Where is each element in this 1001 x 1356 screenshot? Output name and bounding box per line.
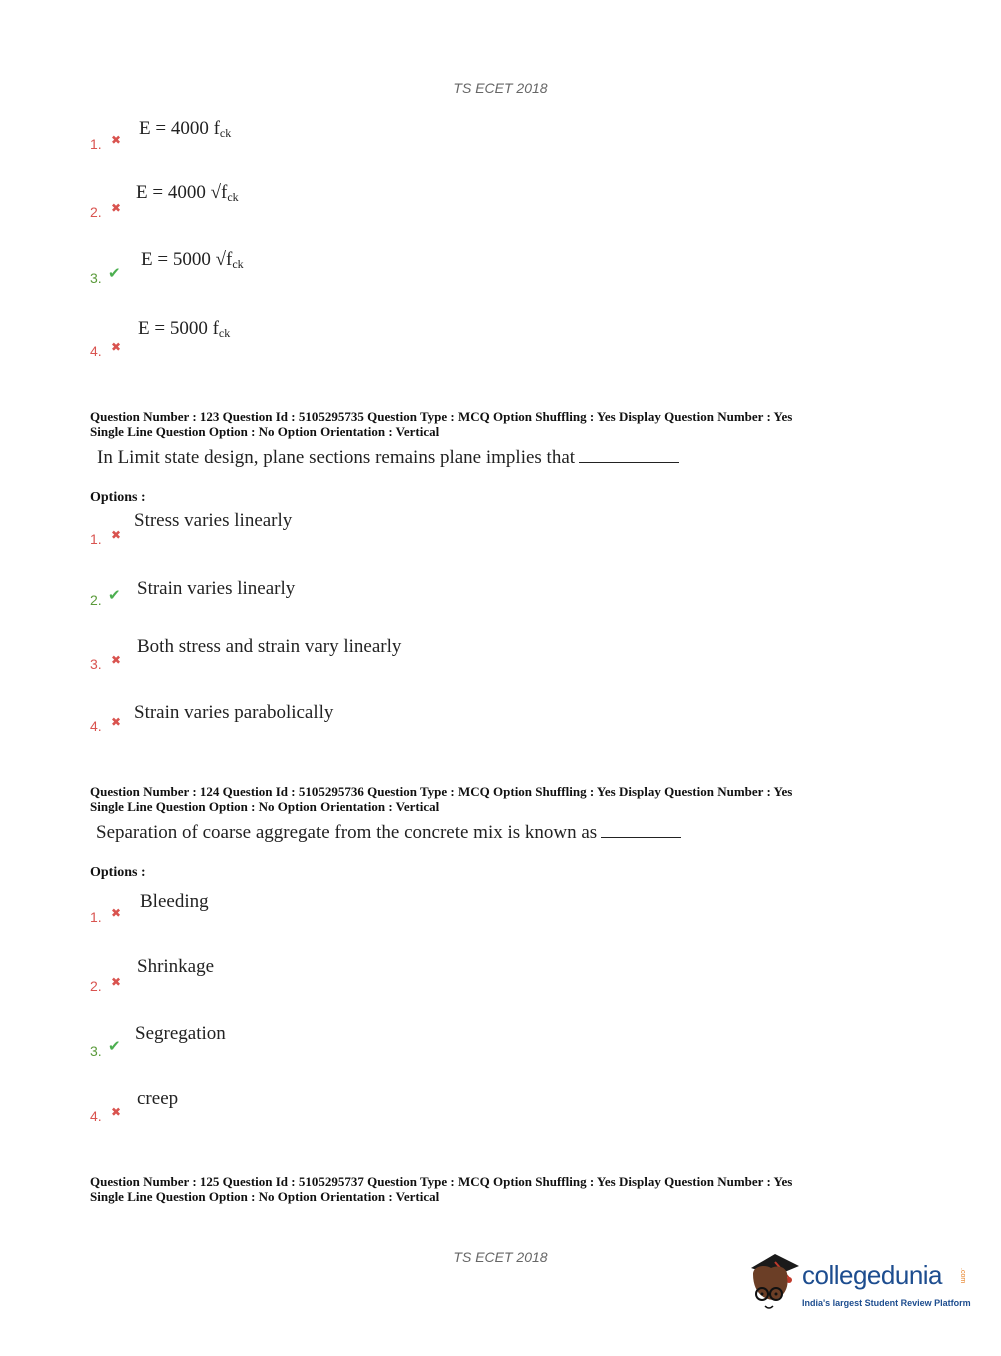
- option-number: 1.: [90, 136, 102, 152]
- check-icon: ✔: [108, 1037, 121, 1055]
- check-icon: ✔: [108, 586, 121, 604]
- question-meta: [90, 409, 910, 439]
- answer-blank: [579, 448, 679, 463]
- meta-line: Question Number : 124 Question Id : 5105295736 Question Type : MCQ Option Shuffling : Yes Display Question Number : Yes: [90, 784, 793, 799]
- options-label: Options :: [90, 865, 146, 880]
- logo-tagline: India's largest Student Review Platform: [802, 1298, 971, 1308]
- option-number: 3.: [90, 656, 102, 672]
- option-text: Stress varies linearly: [134, 510, 293, 531]
- question-meta: [90, 784, 910, 814]
- answer-blank: [601, 823, 681, 838]
- option-text: Both stress and strain vary linearly: [137, 636, 402, 657]
- option-number: 1.: [90, 531, 102, 547]
- option-text: Bleeding: [140, 891, 209, 912]
- cross-icon: ✖: [111, 1105, 122, 1119]
- cross-icon: ✖: [111, 528, 122, 542]
- logo-wordmark: collegedunia: [802, 1260, 943, 1290]
- option-text: Strain varies linearly: [137, 578, 296, 599]
- option-number: 3.: [90, 270, 102, 286]
- option-text: Segregation: [135, 1023, 226, 1044]
- page-footer: TS ECET 2018: [453, 1249, 548, 1265]
- option-text: Shrinkage: [137, 956, 215, 977]
- cross-icon: ✖: [111, 340, 122, 354]
- option-number: 4.: [90, 1108, 102, 1124]
- question-meta: [90, 1174, 910, 1204]
- option-text: E = 5000 $√f_{ck}$: [141, 249, 244, 271]
- collegedunia-logo: [745, 1252, 970, 1316]
- option-number: 3.: [90, 1043, 102, 1059]
- check-icon: ✔: [108, 264, 121, 282]
- mascot-icon: [745, 1252, 801, 1316]
- option-text: creep: [137, 1088, 179, 1109]
- option-text: E = 5000 $f_{ck}$: [138, 318, 231, 340]
- option-number: 4.: [90, 343, 102, 359]
- option-number: 2.: [90, 592, 102, 608]
- question-text: Separation of coarse aggregate from the concrete mix is known as: [96, 822, 681, 844]
- option-text: E = 4000 $√f_{ck}$: [136, 182, 239, 204]
- option-text: E = 4000 $f_{ck}$: [139, 118, 232, 140]
- question-text: In Limit state design, plane sections remains plane implies that: [97, 447, 679, 469]
- cross-icon: ✖: [111, 906, 122, 920]
- option-number: 2.: [90, 204, 102, 220]
- page-header: TS ECET 2018: [453, 80, 548, 96]
- meta-line: Single Line Question Option : No Option Orientation : Vertical: [90, 424, 440, 439]
- meta-line: Single Line Question Option : No Option Orientation : Vertical: [90, 799, 440, 814]
- option-number: 4.: [90, 718, 102, 734]
- cross-icon: ✖: [111, 975, 122, 989]
- option-number: 1.: [90, 909, 102, 925]
- cross-icon: ✖: [111, 201, 122, 215]
- meta-line: Single Line Question Option : No Option Orientation : Vertical: [90, 1189, 440, 1204]
- cross-icon: ✖: [111, 715, 122, 729]
- cross-icon: ✖: [111, 653, 122, 667]
- option-text: Strain varies parabolically: [134, 702, 334, 723]
- meta-line: Question Number : 125 Question Id : 5105295737 Question Type : MCQ Option Shuffling : Yes Display Question Number : Yes: [90, 1174, 793, 1189]
- cross-icon: ✖: [111, 133, 122, 147]
- meta-line: Question Number : 123 Question Id : 5105295735 Question Type : MCQ Option Shuffling : Yes Display Question Number : Yes: [90, 409, 793, 424]
- option-number: 2.: [90, 978, 102, 994]
- options-label: Options :: [90, 490, 146, 505]
- logo-domain: .com: [959, 1268, 966, 1284]
